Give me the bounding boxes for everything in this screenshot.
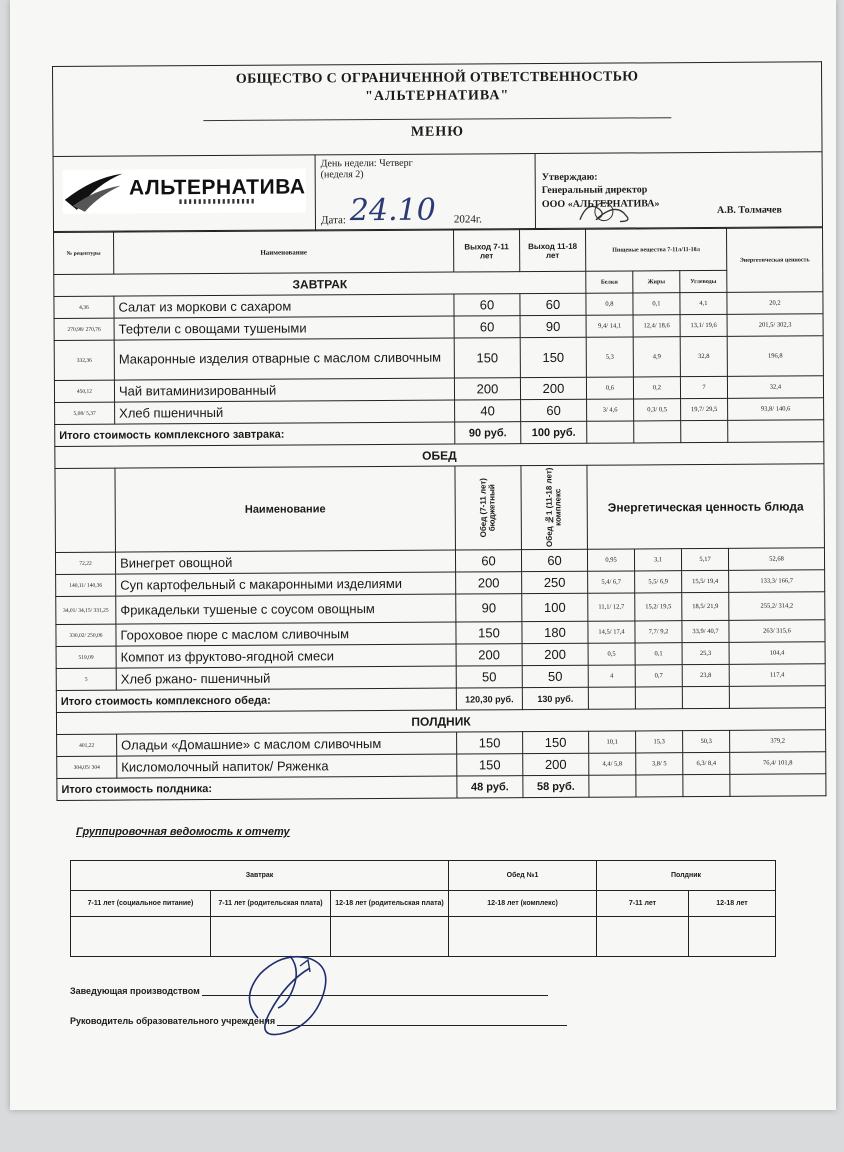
energy: 379,2 (730, 730, 826, 753)
total-young: 90 руб. (455, 422, 521, 444)
out-old: 60 (521, 549, 587, 571)
week-label: (неделя 2) (320, 169, 364, 181)
recipe-code: 450,12 (54, 380, 114, 402)
carbs: 25,3 (682, 642, 729, 664)
grouping-cell (689, 917, 776, 957)
carbs: 15,5/ 19,4 (682, 570, 729, 592)
col-out-old: Выход 11-18 лет (520, 229, 586, 271)
col-carbs: Углеводы (680, 270, 727, 292)
proteins: 4,4/ 5,8 (589, 753, 636, 775)
grouping-lunch: Обед №1 (449, 861, 597, 891)
proteins: 0,95 (587, 549, 634, 571)
out-old: 150 (523, 731, 589, 753)
proteins: 3/ 4,6 (587, 399, 634, 421)
lunch-col-young: Обед (7-11 лет) бюджетный (455, 466, 522, 550)
dish-name: Салат из моркови с сахаром (114, 294, 454, 318)
lunch-name-head: Наименование (115, 466, 456, 552)
date-block (315, 154, 535, 230)
dish-name: Винегрет овощной (115, 550, 455, 574)
out-old: 50 (522, 665, 588, 687)
recipe-code: 330,02/ 250,06 (56, 624, 116, 646)
dish-name: Оладьи «Домашние» с маслом сливочным (117, 732, 457, 756)
total-young: 120,30 руб. (456, 688, 522, 710)
grouping-breakfast: Завтрак (71, 861, 449, 891)
carbs: 6,3/ 8,4 (683, 752, 730, 774)
approve-line-1: Утверждаю: (541, 171, 598, 183)
grouping-b3: 12-18 лет (родительская плата) (331, 891, 449, 917)
out-old: 60 (520, 293, 586, 315)
out-young: 150 (456, 622, 522, 644)
breakfast-title: ЗАВТРАК (54, 271, 586, 296)
proteins: 5,3 (586, 337, 633, 377)
out-old: 200 (522, 643, 588, 665)
out-young: 150 (457, 754, 523, 776)
blue-signature-icon (230, 938, 340, 1048)
dish-name: Тефтели с овощами тушеными (114, 316, 454, 340)
grouping-cell (597, 917, 689, 957)
out-young: 200 (456, 572, 522, 594)
org-name: "АЛЬТЕРНАТИВА" (365, 88, 510, 105)
dish-name: Хлеб ржано- пшеничный (116, 666, 456, 690)
proteins: 14,5/ 17,4 (588, 621, 635, 643)
grouping-l1: 12-18 лет (комплекс) (449, 891, 597, 917)
energy: 93,8/ 140,6 (728, 398, 824, 421)
col-fats: Жиры (633, 271, 680, 293)
recipe-code: 5 (56, 668, 116, 690)
grouping-cell (71, 917, 211, 957)
logo-swoosh-icon (63, 169, 125, 213)
out-young: 40 (455, 400, 521, 422)
director-name: А.В. Толмачев (716, 204, 782, 216)
handwritten-date: 24.10 (349, 192, 436, 229)
fats: 3,1 (634, 549, 681, 571)
out-old: 100 (522, 593, 588, 621)
recipe-code: 5,08/ 5,37 (55, 402, 115, 424)
energy: 20,2 (727, 292, 823, 315)
proteins: 0,8 (586, 293, 633, 315)
out-old: 60 (521, 399, 587, 421)
grouping-cell (449, 917, 597, 957)
lunch-col-old: Обед №1 (11-18 лет) комплекс (521, 465, 588, 549)
date-label: Дата: (320, 214, 346, 227)
total-young: 48 руб. (457, 776, 523, 798)
energy: 32,4 (727, 376, 823, 399)
info-table (53, 151, 823, 232)
proteins: 11,1/ 12,7 (588, 593, 635, 621)
out-young: 90 (456, 594, 522, 622)
energy: 104,4 (729, 642, 825, 665)
fats: 3,8/ 5 (636, 753, 683, 775)
menu-table (53, 227, 826, 801)
energy: 201,5/ 302,3 (727, 314, 823, 337)
dish-name: Кисломолочный напиток/ Ряженка (117, 754, 457, 778)
total-old: 100 руб. (521, 421, 587, 443)
proteins: 0,6 (586, 377, 633, 399)
grouping-b1: 7-11 лет (социальное питание) (71, 891, 211, 917)
energy: 255,2/ 314,2 (729, 592, 825, 621)
grouping-cell (331, 917, 449, 957)
out-old: 150 (520, 337, 586, 377)
proteins: 10,1 (589, 731, 636, 753)
fats: 4,9 (633, 337, 680, 377)
carbs: 7 (680, 376, 727, 398)
recipe-code: 332,36 (54, 340, 114, 380)
fats: 5,5/ 6,9 (635, 571, 682, 593)
approve-line-3: ООО «АЛЬТЕРНАТИВА» (541, 198, 660, 210)
total-label: Итого стоимость комплексного обеда: (56, 688, 456, 712)
energy: 76,4/ 101,8 (730, 752, 826, 775)
dish-name: Чай витаминизированный (114, 378, 454, 402)
total-label: Итого стоимость комплексного завтрака: (55, 422, 455, 446)
carbs: 33,9/ 40,7 (682, 620, 729, 642)
fats: 0,7 (635, 665, 682, 687)
out-old: 200 (520, 377, 586, 399)
grouping-snack: Полдник (597, 861, 776, 891)
recipe-code: 519,09 (56, 646, 116, 668)
weekday-label: День недели: Четверг (320, 157, 413, 170)
approve-line-2: Генеральный директор (541, 184, 648, 197)
energy: 117,4 (729, 664, 825, 687)
grouping-b2: 7-11 лет (родительская плата) (211, 891, 331, 917)
snack-total-row (57, 774, 826, 801)
director-signature-icon (576, 197, 636, 225)
fats: 0,2 (633, 377, 680, 399)
carbs: 18,5/ 21,9 (682, 592, 729, 620)
out-young: 50 (456, 666, 522, 688)
out-old: 200 (523, 753, 589, 775)
energy: 133,3/ 166,7 (729, 570, 825, 593)
logo-stripes: ▮▮▮▮▮▮▮▮▮▮▮▮▮▮▮▮ (178, 198, 256, 206)
recipe-code: 34,01/ 34,15/ 331,25 (56, 596, 116, 624)
dish-name: Гороховое пюре с маслом сливочным (116, 622, 456, 646)
carbs: 32,8 (680, 336, 727, 376)
out-old: 90 (520, 315, 586, 337)
total-label: Итого стоимость полдника: (57, 776, 457, 800)
recipe-code: 72,22 (55, 552, 115, 574)
proteins: 9,4/ 14,1 (586, 315, 633, 337)
grouping-s1: 7-11 лет (597, 891, 689, 917)
dish-name: Суп картофельный с макаронными изделиями (116, 572, 456, 596)
paper-sheet (10, 0, 836, 1110)
logo-word: АЛЬТЕРНАТИВА (128, 175, 306, 200)
org-header (52, 61, 823, 156)
carbs: 23,8 (682, 664, 729, 686)
out-young: 150 (454, 338, 520, 378)
total-old: 130 руб. (522, 687, 588, 709)
menu-document (52, 61, 826, 801)
proteins: 5,4/ 6,7 (588, 571, 635, 593)
carbs: 5,17 (681, 548, 728, 570)
carbs: 19,7/ 29,5 (681, 398, 728, 420)
out-young: 60 (455, 550, 521, 572)
fats: 7,7/ 9,2 (635, 621, 682, 643)
recipe-code: 4,36 (54, 296, 114, 318)
out-young: 60 (454, 316, 520, 338)
col-name: Наименование (114, 230, 454, 274)
menu-title: МЕНЮ (410, 124, 465, 140)
org-title: ОБЩЕСТВО С ОГРАНИЧЕННОЙ ОТВЕТСТВЕННОСТЬЮ (235, 69, 639, 87)
dish-name: Макаронные изделия отварные с маслом сливочным (114, 338, 454, 380)
energy: 263/ 315,6 (729, 620, 825, 643)
header-divider (203, 117, 671, 121)
proteins: 0,5 (588, 643, 635, 665)
recipe-code: 270,98/ 270,76 (54, 318, 114, 340)
out-young: 200 (456, 644, 522, 666)
col-recipe-num: № рецептуры (54, 232, 114, 274)
table-row (54, 336, 823, 381)
recipe-code: 140,11/ 140,36 (56, 574, 116, 596)
carbs: 50,3 (683, 730, 730, 752)
fats: 15,2/ 19,5 (635, 593, 682, 621)
approval-block (535, 152, 822, 229)
fats: 0,1 (635, 643, 682, 665)
energy: 196,8 (727, 336, 823, 377)
fats: 0,1 (633, 293, 680, 315)
out-old: 180 (522, 621, 588, 643)
snack-title: ПОЛДНИК (56, 708, 825, 735)
proteins: 4 (588, 665, 635, 687)
head-label: Руководитель образовательного учреждения (70, 1016, 276, 1026)
col-energy: Энергетическая ценность (727, 228, 823, 293)
lunch-energy-head: Энергетическая ценность блюда (587, 464, 825, 549)
out-young: 150 (457, 732, 523, 754)
lunch-title: ОБЕД (55, 442, 824, 469)
logo (53, 155, 315, 232)
recipe-code: 304,05/ 304 (57, 756, 117, 778)
dish-name: Компот из фруктово-ягодной смеси (116, 644, 456, 668)
grouping-title: Группировочная ведомость к отчету (76, 826, 290, 838)
col-nutrients: Пищевые вещества 7-11л/11-18л (586, 228, 727, 271)
fats: 12,4/ 18,6 (633, 315, 680, 337)
grouping-s2: 12-18 лет (689, 891, 776, 917)
grouping-table (70, 860, 776, 957)
fats: 15,3 (636, 731, 683, 753)
recipe-code: 401,22 (57, 734, 117, 756)
total-old: 58 руб. (523, 775, 589, 797)
out-old: 250 (522, 571, 588, 593)
col-proteins: Белки (586, 271, 633, 293)
dish-name: Хлеб пшеничный (115, 400, 455, 424)
year-label: 2024г. (453, 213, 482, 226)
production-label: Заведующая производством (70, 986, 200, 996)
carbs: 4,1 (680, 292, 727, 314)
out-young: 200 (454, 378, 520, 400)
carbs: 13,1/ 19,6 (680, 314, 727, 336)
dish-name: Фрикадельки тушеные с соусом овощным (116, 594, 456, 624)
energy: 52,68 (728, 548, 824, 571)
fats: 0,3/ 0,5 (634, 399, 681, 421)
out-young: 60 (454, 294, 520, 316)
col-out-young: Выход 7-11 лет (454, 230, 520, 272)
